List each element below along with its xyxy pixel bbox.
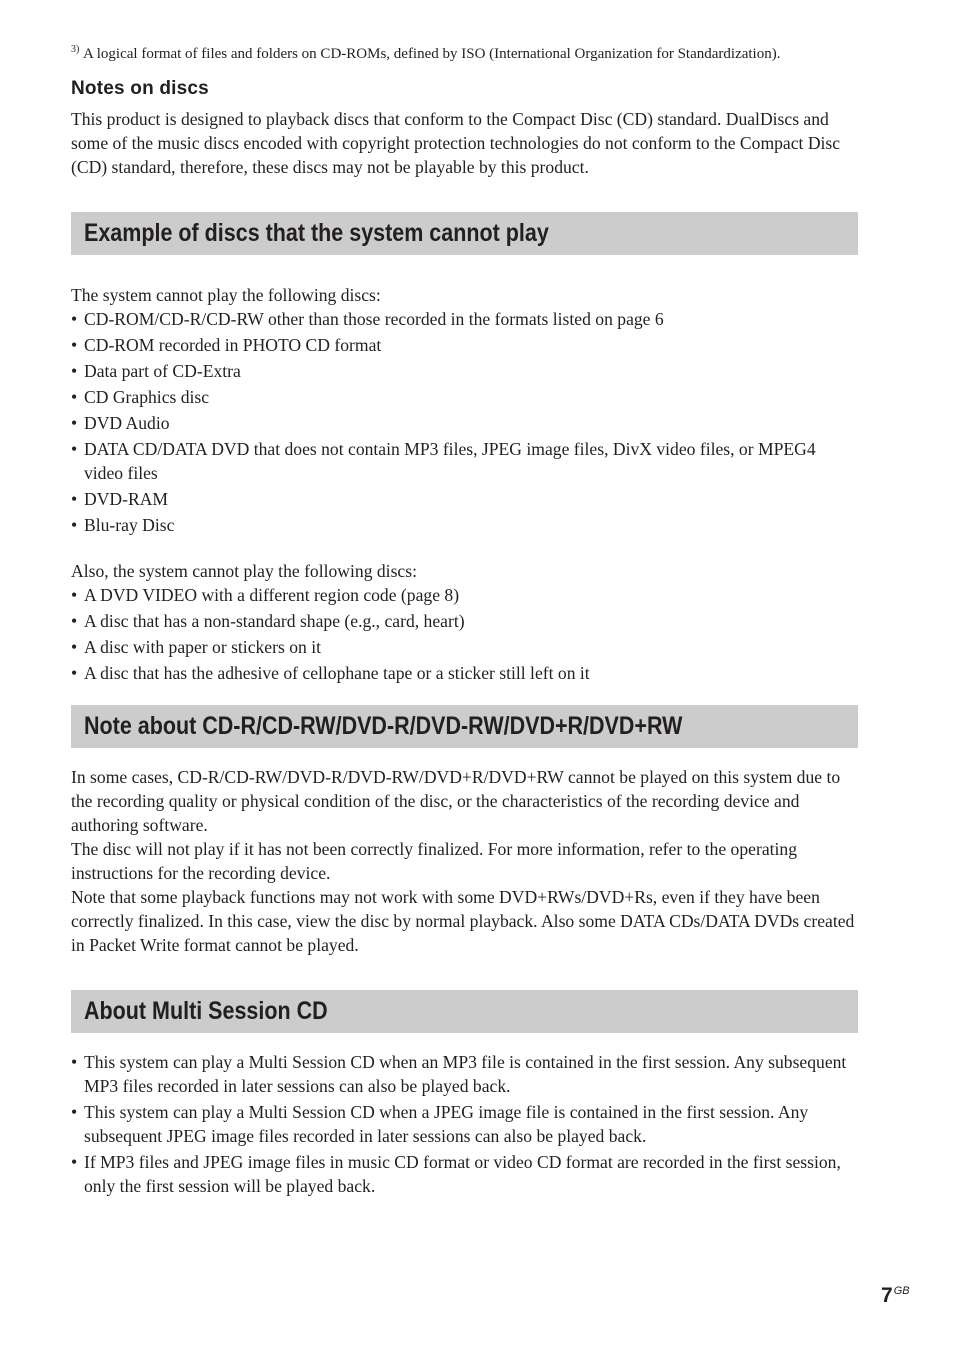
page-number <box>881 1284 910 1308</box>
list-item: • Data part of CD-Extra <box>71 359 858 383</box>
section-heading-cdr <box>71 705 858 748</box>
list-item: • DVD-RAM <box>71 487 858 511</box>
list-item: • A DVD VIDEO with a different region code (page 8) <box>71 583 858 607</box>
section-heading-cannot-play <box>71 212 858 255</box>
cannot-play-intro: The system cannot play the following discs: <box>71 285 381 305</box>
cannot-play-intro-2: Also, the system cannot play the following discs: <box>71 561 417 581</box>
cdr-paragraph: The disc will not play if it has not been correctly finalized. For more information, refer to the operating instructions for the recording device. <box>71 839 797 883</box>
cdr-paragraph: In some cases, CD-R/CD-RW/DVD-R/DVD-RW/DVD+R/DVD+RW cannot be played on this system due to the recording quality or physical condition of the disc, or the characteristics of the recording device and authoring software. <box>71 767 841 835</box>
footnote <box>71 44 858 65</box>
list-item: • CD Graphics disc <box>71 385 858 409</box>
list-item: • DVD Audio <box>71 411 858 435</box>
list-item: • If MP3 files and JPEG image files in music CD format or video CD format are recorded in the first session, only the first session will be played back. <box>71 1150 858 1198</box>
notes-on-discs-text: This product is designed to playback discs that conform to the Compact Disc (CD) standard. DualDiscs and some of the music discs encoded with copyright protection technologies do not conform to the Compact Disc (CD) standard, therefore, these discs may not be playable by this product. <box>71 109 841 177</box>
multi-session-list <box>71 1050 858 1198</box>
notes-on-discs-heading: Notes on discs <box>71 78 209 99</box>
section-title: About Multi Session CD <box>84 997 328 1025</box>
section-title: Note about CD-R/CD-RW/DVD-R/DVD-RW/DVD+R/DVD+RW <box>84 712 683 740</box>
list-item: • CD-ROM recorded in PHOTO CD format <box>71 333 858 357</box>
list-item: • A disc that has a non-standard shape (e.g., card, heart) <box>71 609 858 633</box>
list-item: • CD-ROM/CD-R/CD-RW other than those recorded in the formats listed on page 6 <box>71 307 858 331</box>
list-item: • A disc with paper or stickers on it <box>71 635 858 659</box>
list-item: • This system can play a Multi Session CD when a JPEG image file is contained in the first session. Any subsequent JPEG image files recorded in later sessions can also be played back. <box>71 1100 858 1148</box>
list-item: • This system can play a Multi Session CD when an MP3 file is contained in the first session. Any subsequent MP3 files recorded in later sessions can also be played back. <box>71 1050 858 1098</box>
cdr-paragraphs <box>71 765 858 957</box>
page-number-value: 7 <box>881 1284 893 1307</box>
page-content <box>71 44 858 1200</box>
list-item: • DATA CD/DATA DVD that does not contain MP3 files, JPEG image files, DivX video files, or MPEG4 video files <box>71 437 858 485</box>
cannot-play-list <box>71 307 858 537</box>
page-number-suffix: GB <box>893 1285 910 1297</box>
cdr-paragraph: Note that some playback functions may not work with some DVD+RWs/DVD+Rs, even if they have been correctly finalized. In this case, view the disc by normal playback. Also some DATA CDs/DATA DVDs created in Packet Write format cannot be played. <box>71 887 855 955</box>
list-item: • Blu-ray Disc <box>71 513 858 537</box>
list-item: • A disc that has the adhesive of cellophane tape or a sticker still left on it <box>71 661 858 685</box>
cannot-play-list-2 <box>71 583 858 685</box>
footnote-marker: 3) <box>71 44 80 55</box>
section-heading-multi-session <box>71 990 858 1033</box>
section-title: Example of discs that the system cannot play <box>84 219 549 247</box>
footnote-text: A logical format of files and folders on CD-ROMs, defined by ISO (International Organization for Standardization). <box>83 46 781 62</box>
